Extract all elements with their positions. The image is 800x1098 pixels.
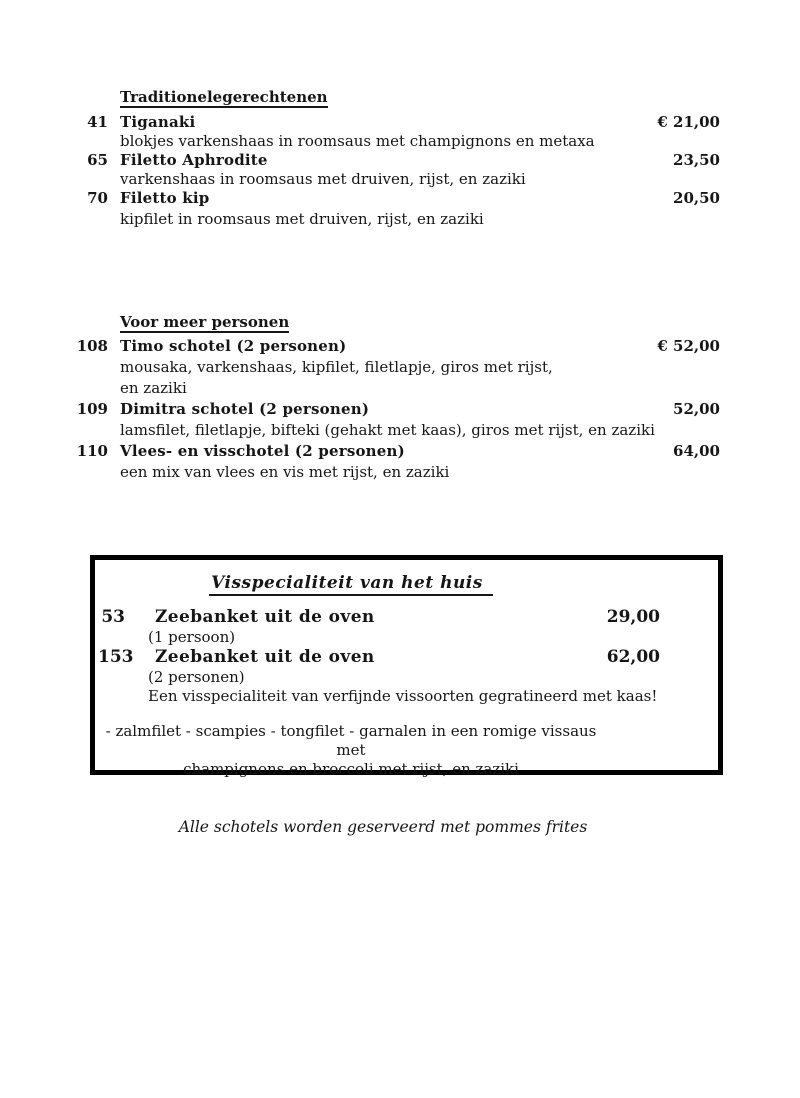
item-price: € 21,00: [657, 113, 720, 131]
section-heading: Voor meer personen: [120, 313, 290, 331]
item-name: Vlees- en visschotel (2 personen): [120, 442, 405, 460]
item-description: blokjes varkenshaas in roomsaus met champignons en metaxa: [120, 132, 595, 150]
menu-item-row: [0, 189, 720, 208]
item-name: Filetto kip: [120, 189, 210, 207]
item-number: 110: [76, 442, 108, 460]
menu-item: [95, 647, 718, 706]
item-price: 23,50: [673, 151, 720, 169]
specials-footer-line: champignons en broccoli met rijst, en zaziki: [183, 760, 519, 778]
menu-item: [0, 113, 720, 151]
item-number: 41: [87, 113, 108, 131]
specials-footer: [95, 722, 607, 779]
item-description: en zaziki: [120, 379, 187, 397]
item-description: varkenshaas in roomsaus met druiven, rijst, en zaziki: [120, 170, 526, 188]
specials-box: [90, 555, 723, 778]
specials-footer-line: - zalmfilet - scampies - tongfilet - garnalen in een romige vissaus met: [105, 722, 597, 759]
item-number: 53: [101, 607, 125, 627]
item-description: lamsfilet, filetlapje, bifteki (gehakt met kaas), giros met rijst, en zaziki: [120, 421, 655, 439]
menu-item-row: [0, 399, 720, 420]
item-number: 153: [98, 647, 134, 667]
menu-item: [95, 607, 718, 647]
item-description: Een visspecialiteit van verfijnde vissoorten gegratineerd met kaas!: [148, 687, 658, 705]
menu-item: [0, 441, 720, 483]
item-description: (1 persoon): [148, 628, 236, 646]
item-description: mousaka, varkenshaas, kipfilet, filetlapje, giros met rijst,: [120, 358, 553, 376]
item-description: kipfilet in roomsaus met druiven, rijst, en zaziki: [120, 210, 484, 228]
menu-section-traditioneel: [0, 88, 720, 229]
menu-item-row: [0, 441, 720, 462]
menu-item: [0, 151, 720, 189]
item-name: Tiganaki: [120, 113, 196, 131]
section-heading: Traditionelegerechtenen: [120, 88, 328, 106]
menu-item-row: [0, 151, 720, 170]
item-price: 52,00: [673, 400, 720, 418]
menu-item: [0, 399, 720, 441]
item-description: een mix van vlees en vis met rijst, en zaziki: [120, 463, 450, 481]
menu-item-row: [95, 647, 718, 668]
item-price: 64,00: [673, 442, 720, 460]
item-name: Timo schotel (2 personen): [120, 337, 347, 355]
footnote: Alle schotels worden geserveerd met pommes frites: [178, 818, 588, 836]
menu-item: [0, 189, 720, 229]
item-name: Filetto Aphrodite: [120, 151, 268, 169]
item-number: 108: [76, 337, 108, 355]
item-price: 20,50: [673, 189, 720, 207]
item-name: Zeebanket uit de oven: [155, 607, 375, 627]
item-number: 70: [87, 189, 108, 207]
menu-section-meer-personen: [0, 313, 720, 483]
item-name: Dimitra schotel (2 personen): [120, 400, 370, 418]
menu-item-row: [0, 113, 720, 132]
specials-heading: Visspecialiteit van het huis: [95, 572, 607, 594]
item-price: 62,00: [606, 647, 660, 667]
menu-item: [0, 336, 720, 399]
item-name: Zeebanket uit de oven: [155, 647, 375, 667]
item-price: € 52,00: [657, 337, 720, 355]
specials-box-content: [95, 560, 718, 779]
item-number: 65: [87, 151, 108, 169]
item-description: (2 personen): [148, 668, 245, 686]
menu-item-row: [0, 336, 720, 357]
item-number: 109: [76, 400, 108, 418]
menu-item-row: [95, 607, 718, 628]
item-price: 29,00: [606, 607, 660, 627]
